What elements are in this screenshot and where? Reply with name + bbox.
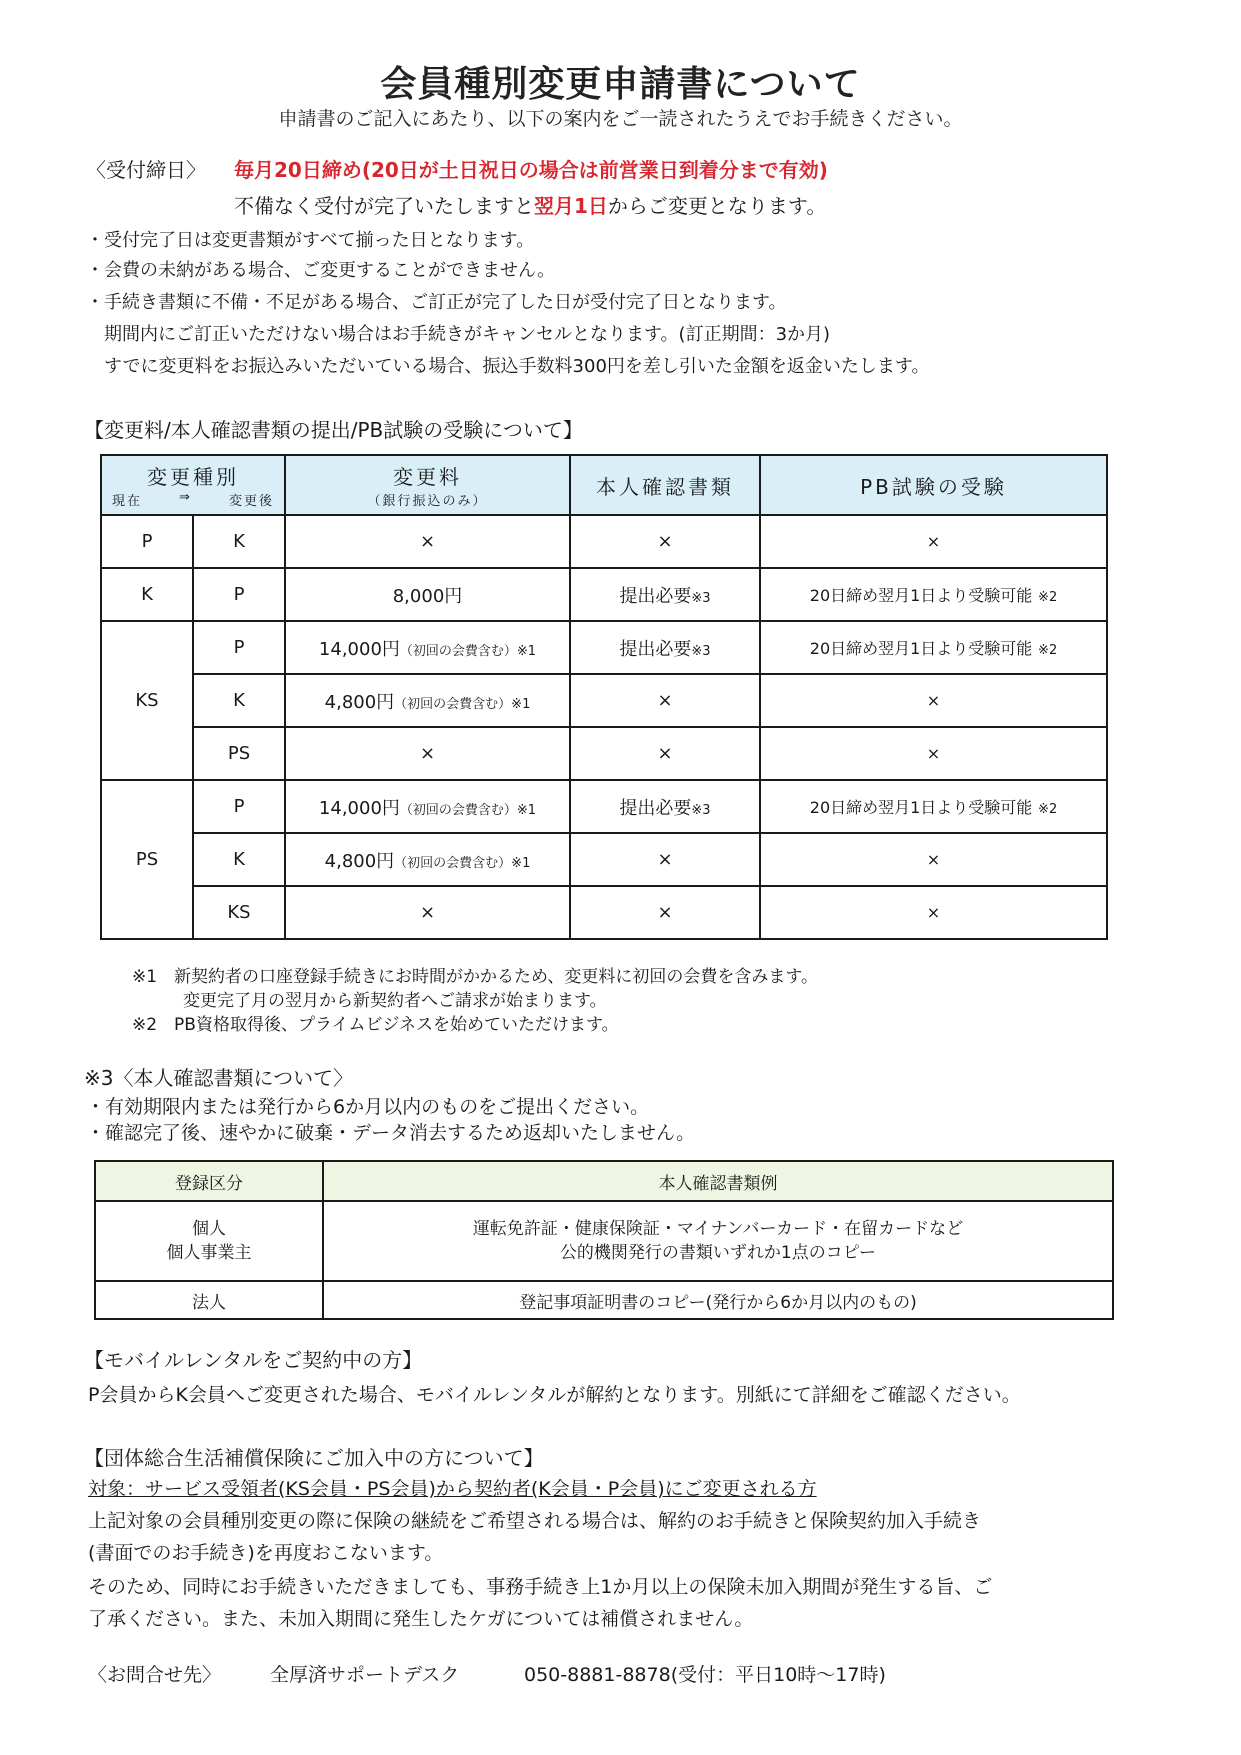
- header-id-docs-label: 本人確認書類: [596, 474, 734, 499]
- note-item: ・受付完了日は変更書類がすべて揃った日となります。: [86, 230, 535, 251]
- fee-value: 4,800円: [324, 691, 395, 713]
- category-line: 個人事業主: [166, 1243, 252, 1263]
- pb-exam-value: ×: [926, 744, 941, 763]
- cell-category: 法人: [95, 1281, 323, 1319]
- header-change-type: [101, 455, 285, 515]
- cell-id-docs: [570, 886, 760, 939]
- fee-value: ×: [419, 902, 436, 923]
- contact-phone-line: [524, 1660, 886, 1687]
- examples-line: 公的機関発行の書類いずれか1点のコピー: [559, 1243, 877, 1263]
- contact-name: 全厚済サポートデスク: [270, 1664, 460, 1686]
- pb-exam-note: ※2: [1038, 590, 1058, 605]
- cell-category: [95, 1201, 323, 1281]
- header-pb-exam: [760, 455, 1107, 515]
- id-docs-value: 提出必要: [619, 585, 692, 607]
- deadline-highlight: 毎月20日締め(20日が土日祝日の場合は前営業日到着分まで有効): [234, 158, 828, 182]
- arrow-icon: ⇒: [179, 490, 192, 505]
- id-docs-value: ×: [657, 743, 673, 764]
- table-row: [101, 568, 1107, 621]
- cell-pb-exam: [760, 674, 1107, 727]
- contact-phone[interactable]: 050-8881-8878: [524, 1664, 671, 1686]
- cell-after: KS: [193, 886, 285, 939]
- deadline-line2-highlight: 翌月1日: [534, 194, 608, 218]
- table-row: [101, 833, 1107, 886]
- cell-after: K: [193, 833, 285, 886]
- fee-value: 4,800円: [324, 850, 395, 872]
- note-item: ・手続き書類に不備・不足がある場合、ご訂正が完了した日が受付完了日となります。: [86, 292, 787, 313]
- cell-pb-exam: [760, 780, 1107, 833]
- id-docs-note: ※3: [691, 643, 711, 659]
- contact-hours: (受付：平日10時～17時): [670, 1664, 886, 1686]
- header-current: 現在: [112, 494, 143, 509]
- mobile-section-body: P会員からK会員へご変更された場合、モバイルレンタルが解約となります。別紙にて詳細をご確認ください。: [88, 1384, 1021, 1406]
- fee-note: （初回の会費含む）※1: [399, 643, 537, 659]
- cell-id-docs: [570, 727, 760, 780]
- cell-current: P: [101, 515, 193, 568]
- cell-pb-exam: [760, 515, 1107, 568]
- footnote: ※2 PB資格取得後、プライムビジネスを始めていただけます。: [132, 1015, 619, 1035]
- pb-exam-value: ×: [926, 691, 941, 710]
- cell-current: KS: [101, 621, 193, 780]
- footnote: ※1 新契約者の口座登録手続きにお時間がかかるため、変更料に初回の会費を含みます。: [132, 967, 819, 987]
- cell-id-docs: [570, 780, 760, 833]
- id-note: ・確認完了後、速やかに破棄・データ消去するため返却いたしません。: [86, 1122, 696, 1144]
- pb-exam-value: 20日締め翌月1日より受験可能: [809, 639, 1033, 658]
- fee-note: （初回の会費含む）※1: [399, 802, 537, 818]
- pb-exam-value: 20日締め翌月1日より受験可能: [809, 798, 1033, 817]
- insurance-target: 対象：サービス受領者(KS会員・PS会員)から契約者(K会員・P会員)にご変更される方: [88, 1478, 817, 1500]
- page-title: 会員種別変更申請書について: [380, 64, 861, 105]
- id-section-heading: ※3〈本人確認書類について〉: [84, 1066, 354, 1090]
- fee-value: 14,000円: [318, 638, 400, 660]
- cell-pb-exam: [760, 833, 1107, 886]
- table-row: [101, 780, 1107, 833]
- id-docs-value: 提出必要: [619, 638, 692, 660]
- cell-examples: 登記事項証明書のコピー(発行から6か月以内のもの): [323, 1281, 1113, 1319]
- note-item: ・会費の未納がある場合、ご変更することができません。: [86, 260, 556, 281]
- fee-value: ×: [419, 743, 436, 764]
- table-row: [101, 727, 1107, 780]
- header-examples: 本人確認書類例: [323, 1161, 1113, 1201]
- id-docs-note: ※3: [691, 590, 711, 606]
- cell-fee: [285, 727, 570, 780]
- table-row: [101, 886, 1107, 939]
- cell-fee: [285, 780, 570, 833]
- deadline-label: 〈受付締日〉: [86, 158, 206, 182]
- table-row: [95, 1281, 1113, 1319]
- insurance-section-heading: 【団体総合生活補償保険にご加入中の方について】: [84, 1446, 544, 1470]
- cell-after: P: [193, 621, 285, 674]
- pb-exam-value: 20日締め翌月1日より受験可能: [809, 586, 1033, 605]
- pb-exam-value: ×: [926, 850, 941, 869]
- cell-pb-exam: [760, 568, 1107, 621]
- header-fee-label: 変更料: [393, 465, 462, 489]
- table-row: [101, 515, 1107, 568]
- contact-label: 〈お問合せ先〉: [88, 1664, 222, 1686]
- examples-line: 運転免許証・健康保険証・マイナンバーカード・在留カードなど: [472, 1219, 964, 1239]
- table-row: [101, 674, 1107, 727]
- insurance-body-line: 了承ください。また、未加入期間に発生したケガについては補償されません。: [88, 1608, 754, 1630]
- note-item: すでに変更料をお振込みいただいている場合、振込手数料300円を差し引いた金額を返金いたします。: [86, 356, 930, 377]
- cell-after: K: [193, 515, 285, 568]
- insurance-body-line: (書面でのお手続き)を再度おこないます。: [88, 1542, 444, 1564]
- deadline-line2-after: からご変更となります。: [607, 194, 827, 218]
- pb-exam-value: ×: [926, 532, 941, 551]
- cell-id-docs: [570, 621, 760, 674]
- id-docs-value: ×: [657, 531, 673, 552]
- id-note: ・有効期限内または発行から6か月以内のものをご提出ください。: [86, 1096, 650, 1118]
- id-docs-value: ×: [657, 902, 673, 923]
- insurance-body-line: 上記対象の会員種別変更の際に保険の継続をご希望される場合は、解約のお手続きと保険契約加入手続き: [88, 1510, 982, 1532]
- header-current-after: [102, 490, 284, 509]
- cell-id-docs: [570, 515, 760, 568]
- id-docs-value: ×: [657, 690, 673, 711]
- fee-table: [100, 454, 1108, 940]
- page-subtitle: 申請書のご記入にあたり、以下の案内をご一読されたうえでお手続きください。: [278, 108, 963, 130]
- cell-current: PS: [101, 780, 193, 939]
- fee-value: ×: [419, 531, 436, 552]
- insurance-body-line: そのため、同時にお手続きいただきましても、事務手続き上1か月以上の保険未加入期間が発生する旨、ご: [88, 1576, 993, 1598]
- header-fee-sub: （銀行振込のみ）: [367, 494, 488, 509]
- cell-pb-exam: [760, 727, 1107, 780]
- fee-table-header: [101, 455, 1107, 515]
- cell-after: P: [193, 780, 285, 833]
- id-docs-note: ※3: [691, 802, 711, 818]
- table-row: [95, 1201, 1113, 1281]
- pb-exam-value: ×: [926, 903, 941, 922]
- deadline-line2-before: 不備なく受付が完了いたしますと: [234, 194, 534, 218]
- pb-exam-note: ※2: [1038, 802, 1058, 817]
- pb-exam-note: ※2: [1038, 643, 1058, 658]
- cell-examples: [323, 1201, 1113, 1281]
- cell-fee: [285, 833, 570, 886]
- cell-fee: [285, 515, 570, 568]
- cell-id-docs: [570, 674, 760, 727]
- cell-fee: [285, 568, 570, 621]
- cell-after: K: [193, 674, 285, 727]
- fee-note: （初回の会費含む）※1: [394, 855, 531, 871]
- header-change-type-label: 変更種別: [147, 465, 239, 489]
- note-item: 期間内にご訂正いただけない場合はお手続きがキャンセルとなります。(訂正期間：3か月): [86, 324, 831, 345]
- id-docs-value: 提出必要: [619, 797, 692, 819]
- cell-after: P: [193, 568, 285, 621]
- fee-value: 8,000円: [392, 585, 463, 607]
- fee-section-heading: 【変更料/本人確認書類の提出/PB試験の受験について】: [84, 418, 583, 442]
- header-after: 変更後: [228, 494, 274, 509]
- fee-note: （初回の会費含む）※1: [394, 696, 531, 712]
- cell-fee: [285, 621, 570, 674]
- cell-current: K: [101, 568, 193, 621]
- category-line: 個人: [192, 1219, 226, 1239]
- id-docs-value: ×: [657, 849, 673, 870]
- cell-after: PS: [193, 727, 285, 780]
- cell-pb-exam: [760, 886, 1107, 939]
- cell-id-docs: [570, 833, 760, 886]
- id-docs-table: [94, 1160, 1114, 1320]
- table-row: [101, 621, 1107, 674]
- header-fee: [285, 455, 570, 515]
- header-id-docs: [570, 455, 760, 515]
- cell-fee: [285, 886, 570, 939]
- footnote: 変更完了月の翌月から新契約者へご請求が始まります。: [132, 991, 607, 1011]
- header-category: 登録区分: [95, 1161, 323, 1201]
- deadline-effective-text: [234, 190, 826, 219]
- cell-fee: [285, 674, 570, 727]
- cell-pb-exam: [760, 621, 1107, 674]
- header-pb-exam-label: PB試験の受験: [860, 474, 1007, 499]
- mobile-section-heading: 【モバイルレンタルをご契約中の方】: [84, 1348, 423, 1372]
- id-table-header: [95, 1161, 1113, 1201]
- cell-id-docs: [570, 568, 760, 621]
- fee-value: 14,000円: [318, 797, 400, 819]
